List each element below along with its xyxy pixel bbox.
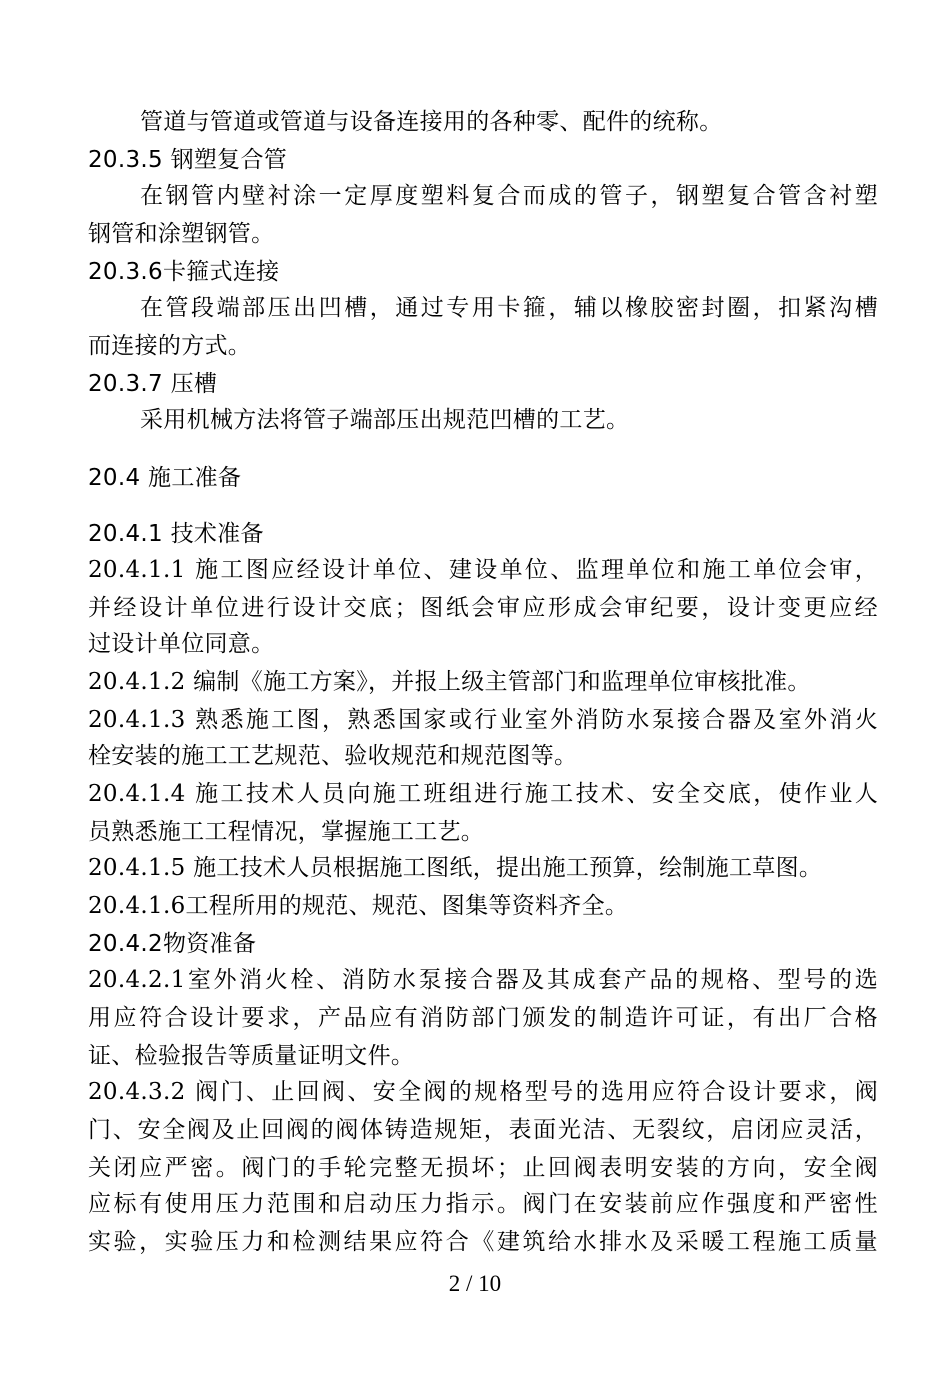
body-text-line: 门、安全阀及止回阀的阀体铸造规矩，表面光洁、无裂纹，启闭应灵活， xyxy=(88,1117,878,1143)
body-text-line: 而连接的方式。 xyxy=(88,333,252,359)
section-heading: 20.3.5 钢塑复合管 xyxy=(88,147,288,173)
body-text-line: 实验，实验压力和检测结果应符合《建筑给水排水及采暖工程施工质量 xyxy=(88,1229,878,1255)
body-text-line: 管道与管道或管道与设备连接用的各种零、配件的统称。 xyxy=(140,109,723,135)
body-text-line: 并经设计单位进行设计交底；图纸会审应形成会审纪要，设计变更应经 xyxy=(88,595,878,621)
section-heading: 20.4 施工准备 xyxy=(88,465,242,491)
body-text-line: 20.4.1.1 施工图应经设计单位、建设单位、监理单位和施工单位会审， xyxy=(88,557,878,583)
subsection-heading: 20.4.1 技术准备 xyxy=(88,521,264,547)
body-text-line: 过设计单位同意。 xyxy=(88,631,275,657)
body-text-line: 证、检验报告等质量证明文件。 xyxy=(88,1043,415,1069)
body-text-line: 应标有使用压力范围和启动压力指示。阀门在安装前应作强度和严密性 xyxy=(88,1191,878,1217)
body-text-line: 20.4.1.2 编制《施工方案》，并报上级主管部门和监理单位审核批准。 xyxy=(88,669,811,695)
page-number: 2 / 10 xyxy=(448,1271,502,1296)
body-text-line: 员熟悉施工工程情况，掌握施工工艺。 xyxy=(88,819,485,845)
section-heading: 20.3.6卡箍式连接 xyxy=(88,259,280,285)
body-text-line: 钢管和涂塑钢管。 xyxy=(88,221,275,247)
section-heading: 20.3.7 压槽 xyxy=(88,371,218,397)
subsection-heading: 20.4.2物资准备 xyxy=(88,931,257,957)
body-text-line: 20.4.1.5 施工技术人员根据施工图纸，提出施工预算，绘制施工草图。 xyxy=(88,855,823,881)
body-text-line: 采用机械方法将管子端部压出规范凹槽的工艺。 xyxy=(140,407,630,433)
body-text-line: 20.4.3.2 阀门、止回阀、安全阀的规格型号的选用应符合设计要求，阀 xyxy=(88,1079,878,1105)
body-text-line: 用应符合设计要求，产品应有消防部门颁发的制造许可证，有出厂合格 xyxy=(88,1005,878,1031)
body-text-line: 关闭应严密。阀门的手轮完整无损坏；止回阀表明安装的方向，安全阀 xyxy=(88,1155,878,1181)
body-text-line: 20.4.1.6工程所用的规范、规范、图集等资料齐全。 xyxy=(88,893,629,919)
body-text-line: 在钢管内壁衬涂一定厚度塑料复合而成的管子，钢塑复合管含衬塑 xyxy=(140,183,878,209)
body-text-line: 20.4.1.3 熟悉施工图，熟悉国家或行业室外消防水泵接合器及室外消火 xyxy=(88,707,878,733)
body-text-line: 栓安装的施工工艺规范、验收规范和规范图等。 xyxy=(88,743,578,769)
body-text-line: 在管段端部压出凹槽，通过专用卡箍，辅以橡胶密封圈，扣紧沟槽 xyxy=(140,295,878,321)
body-text-line: 20.4.1.4 施工技术人员向施工班组进行施工技术、安全交底，使作业人 xyxy=(88,781,878,807)
body-text-line: 20.4.2.1室外消火栓、消防水泵接合器及其成套产品的规格、型号的选 xyxy=(88,967,878,993)
